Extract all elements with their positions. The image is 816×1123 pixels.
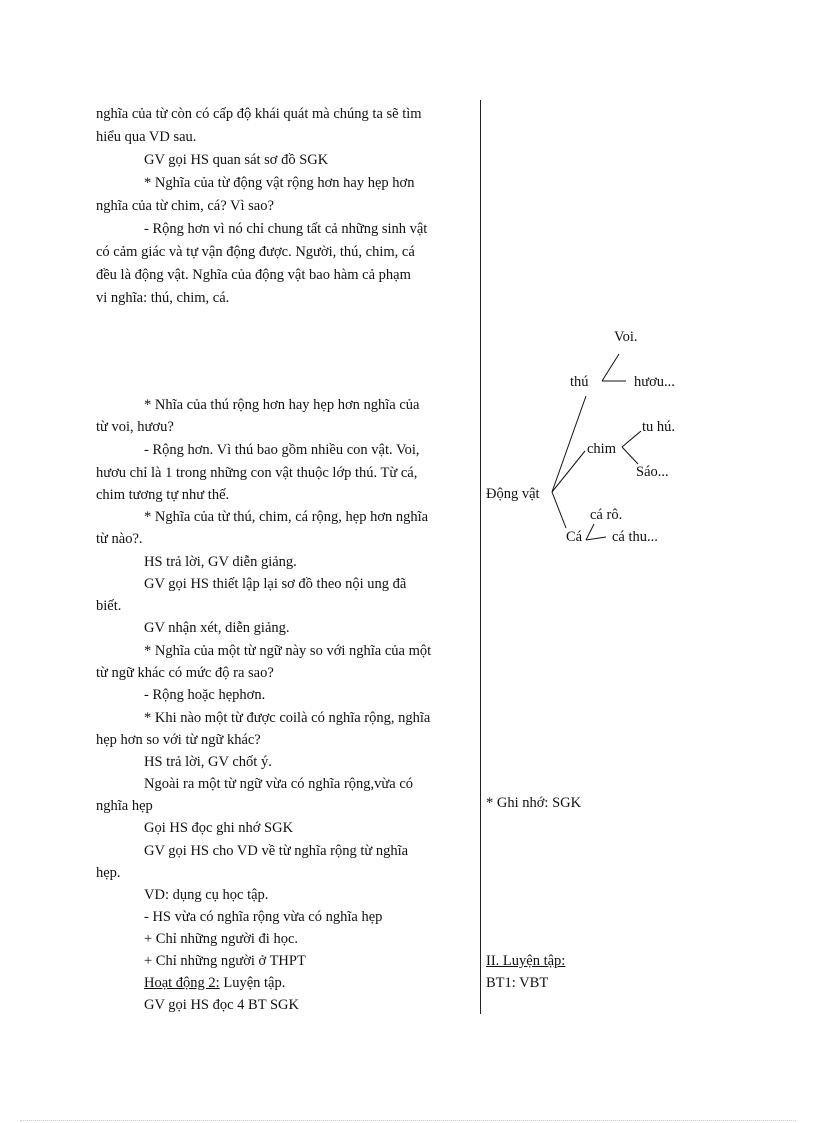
text-line: vi nghĩa: thú, chim, cá. <box>96 290 230 306</box>
link-thu-voi <box>602 354 619 381</box>
text-line: hiểu qua VD sau. <box>96 129 197 145</box>
link-chim-tuhu <box>622 431 641 447</box>
exercise-1: BT1: VBT <box>486 975 549 991</box>
text-line: hẹp. <box>96 865 121 881</box>
text-line: GV gọi HS cho VD về từ nghĩa rộng từ nghĩa <box>144 843 409 859</box>
text-line: GV nhận xét, diễn giảng. <box>144 620 290 636</box>
text-line: hẹp hơn so với từ ngữ khác? <box>96 732 261 748</box>
word-hierarchy-diagram <box>484 320 704 560</box>
text-line: - Rộng hoặc hẹphơn. <box>144 687 266 703</box>
label-chim: chim <box>587 441 616 457</box>
text-line: GV gọi HS thiết lập lại sơ đồ theo nội ung đã <box>144 576 407 592</box>
text-line: * Nghĩa của một từ ngữ này so với nghĩa của một <box>144 643 432 659</box>
text-line: * Nghĩa của từ thú, chim, cá rộng, hẹp hơn nghĩa <box>144 509 429 525</box>
text-line: từ voi, hươu? <box>96 419 174 435</box>
text-line: GV gọi HS quan sát sơ đồ SGK <box>144 152 329 168</box>
text-line: * Nhĩa của thú rộng hơn hay hẹp hơn nghĩa của <box>144 397 420 413</box>
text-line: * Nghĩa của từ động vật rộng hơn hay hẹp hơn <box>144 175 415 191</box>
text-line: từ nào?. <box>96 531 143 547</box>
link-ca-cathu <box>586 537 606 540</box>
memo-note: * Ghi nhớ: SGK <box>486 795 582 811</box>
practice-heading: II. Luyện tập: <box>486 953 566 969</box>
text-line: + Chỉ những người ở THPT <box>144 953 306 969</box>
activity-label: Hoạt động 2: <box>144 975 220 991</box>
text-line: từ ngữ khác có mức độ ra sao? <box>96 665 274 681</box>
text-line: đều là động vật. Nghĩa của động vật bao hàm cả phạm <box>96 267 411 283</box>
text-line: Ngoài ra một từ ngữ vừa có nghĩa rộng,vừa có <box>144 776 414 792</box>
text-line: hươu chỉ là 1 trong những con vật thuộc lớp thú. Từ cá, <box>96 465 418 481</box>
label-sao: Sáo... <box>636 464 669 480</box>
label-ca-ro: cá rô. <box>590 507 623 523</box>
label-ca: Cá <box>566 529 583 545</box>
text-line: Gọi HS đọc ghi nhớ SGK <box>144 820 294 836</box>
activity-title: Luyện tập. <box>219 975 286 991</box>
page-edge-divider <box>20 1120 796 1121</box>
text-line: - Rộng hơn. Vì thú bao gồm nhiều con vật. Voi, <box>144 442 420 458</box>
text-line: biết. <box>96 598 122 614</box>
text-line: VD: dụng cụ học tập. <box>144 887 269 903</box>
label-tu-hu: tu hú. <box>642 419 676 435</box>
link-ca-caro <box>586 524 594 540</box>
activity-heading <box>144 973 285 993</box>
text-line: HS trả lời, GV chốt ý. <box>144 754 272 770</box>
link-chim-sao <box>622 447 638 464</box>
text-line: - Rộng hơn vì nó chỉ chung tất cả những sinh vật <box>144 221 428 237</box>
text-line: nghĩa hẹp <box>96 798 153 814</box>
text-line: nghĩa của từ chim, cá? Vì sao? <box>96 198 274 214</box>
link-dongvat-ca <box>552 492 566 528</box>
text-line: có cảm giác và tự vận động được. Người, thú, chim, cá <box>96 244 415 260</box>
text-line: HS trả lời, GV diễn giảng. <box>144 554 297 570</box>
label-huou: hươu... <box>634 374 675 390</box>
label-dong-vat: Động vật <box>486 486 540 502</box>
text-line: chim tương tự như thế. <box>96 487 230 503</box>
text-line: nghĩa của từ còn có cấp độ khái quát mà chúng ta sẽ tìm <box>96 106 422 122</box>
link-dongvat-chim <box>552 451 585 492</box>
label-ca-thu: cá thu... <box>612 529 658 545</box>
text-line: GV gọi HS đọc 4 BT SGK <box>144 997 299 1013</box>
label-voi: Voi. <box>614 329 638 345</box>
link-dongvat-thu <box>552 396 586 492</box>
column-divider <box>480 100 481 1014</box>
text-line: * Khi nào một từ được coilà có nghĩa rộng, nghĩa <box>144 710 431 726</box>
label-thu: thú <box>570 374 589 390</box>
text-line: + Chỉ những người đi học. <box>144 931 299 947</box>
text-line: - HS vừa có nghĩa rộng vừa có nghĩa hẹp <box>144 909 383 925</box>
